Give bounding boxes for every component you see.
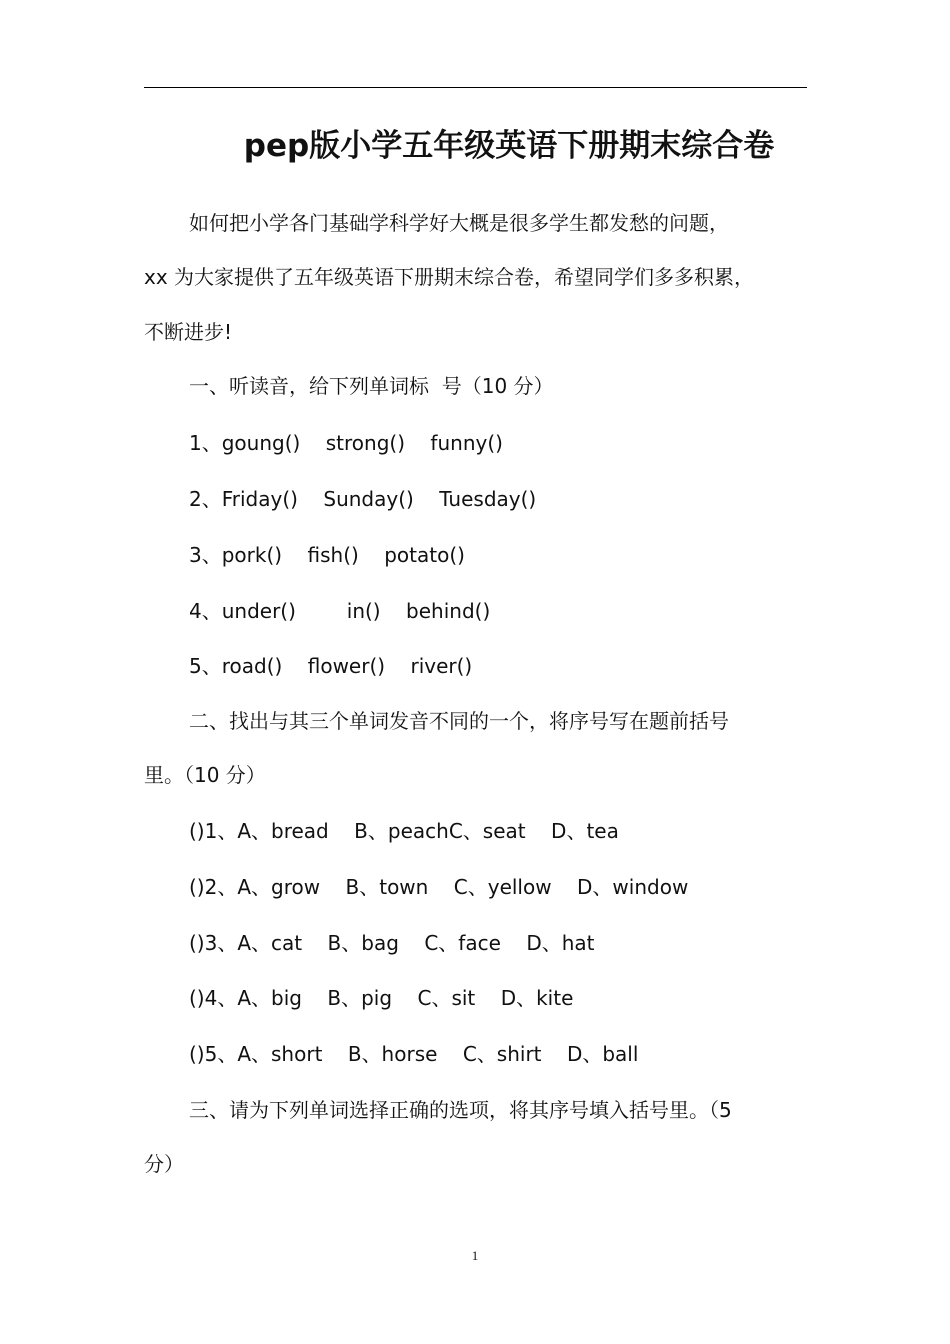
section3-heading-line-1: 三、请为下列单词选择正确的选项，将其序号填入括号里。（5 xyxy=(189,1098,732,1122)
section2-heading-line-1: 二、找出与其三个单词发音不同的一个，将序号写在题前括号 xyxy=(189,709,729,733)
section2-item-1: ()1、A、bread B、peachC、seat D、tea xyxy=(189,819,619,843)
intro-line-2: xx 为大家提供了五年级英语下册期末综合卷，希望同学们多多积累， xyxy=(144,265,755,289)
section1-item-1: 1、goung() strong() funny() xyxy=(189,431,503,455)
section2-item-4: ()4、A、big B、pig C、sit D、kite xyxy=(189,986,574,1010)
section2-item-3: ()3、A、cat B、bag C、face D、hat xyxy=(189,931,595,955)
section2-item-2: ()2、A、grow B、town C、yellow D、window xyxy=(189,875,689,899)
section1-item-2: 2、Friday() Sunday() Tuesday() xyxy=(189,487,537,511)
document-title: pep版小学五年级英语下册期末综合卷 xyxy=(243,128,775,164)
intro-line-1: 如何把小学各门基础学科学好大概是很多学生都发愁的问题， xyxy=(189,211,729,235)
header-rule xyxy=(144,87,807,88)
section1-heading: 一、听读音，给下列单词标 号（10 分） xyxy=(189,374,554,398)
section2-item-5: ()5、A、short B、horse C、shirt D、ball xyxy=(189,1042,639,1066)
section1-item-4: 4、under() in() behind() xyxy=(189,599,491,623)
section1-item-5: 5、road() flower() river() xyxy=(189,654,473,678)
section1-item-3: 3、pork() fish() potato() xyxy=(189,543,465,567)
section2-heading-line-2: 里。（10 分） xyxy=(144,763,266,787)
intro-line-3: 不断进步! xyxy=(144,320,233,344)
page-number: 1 xyxy=(471,1248,479,1263)
section3-heading-line-2: 分） xyxy=(144,1152,184,1176)
